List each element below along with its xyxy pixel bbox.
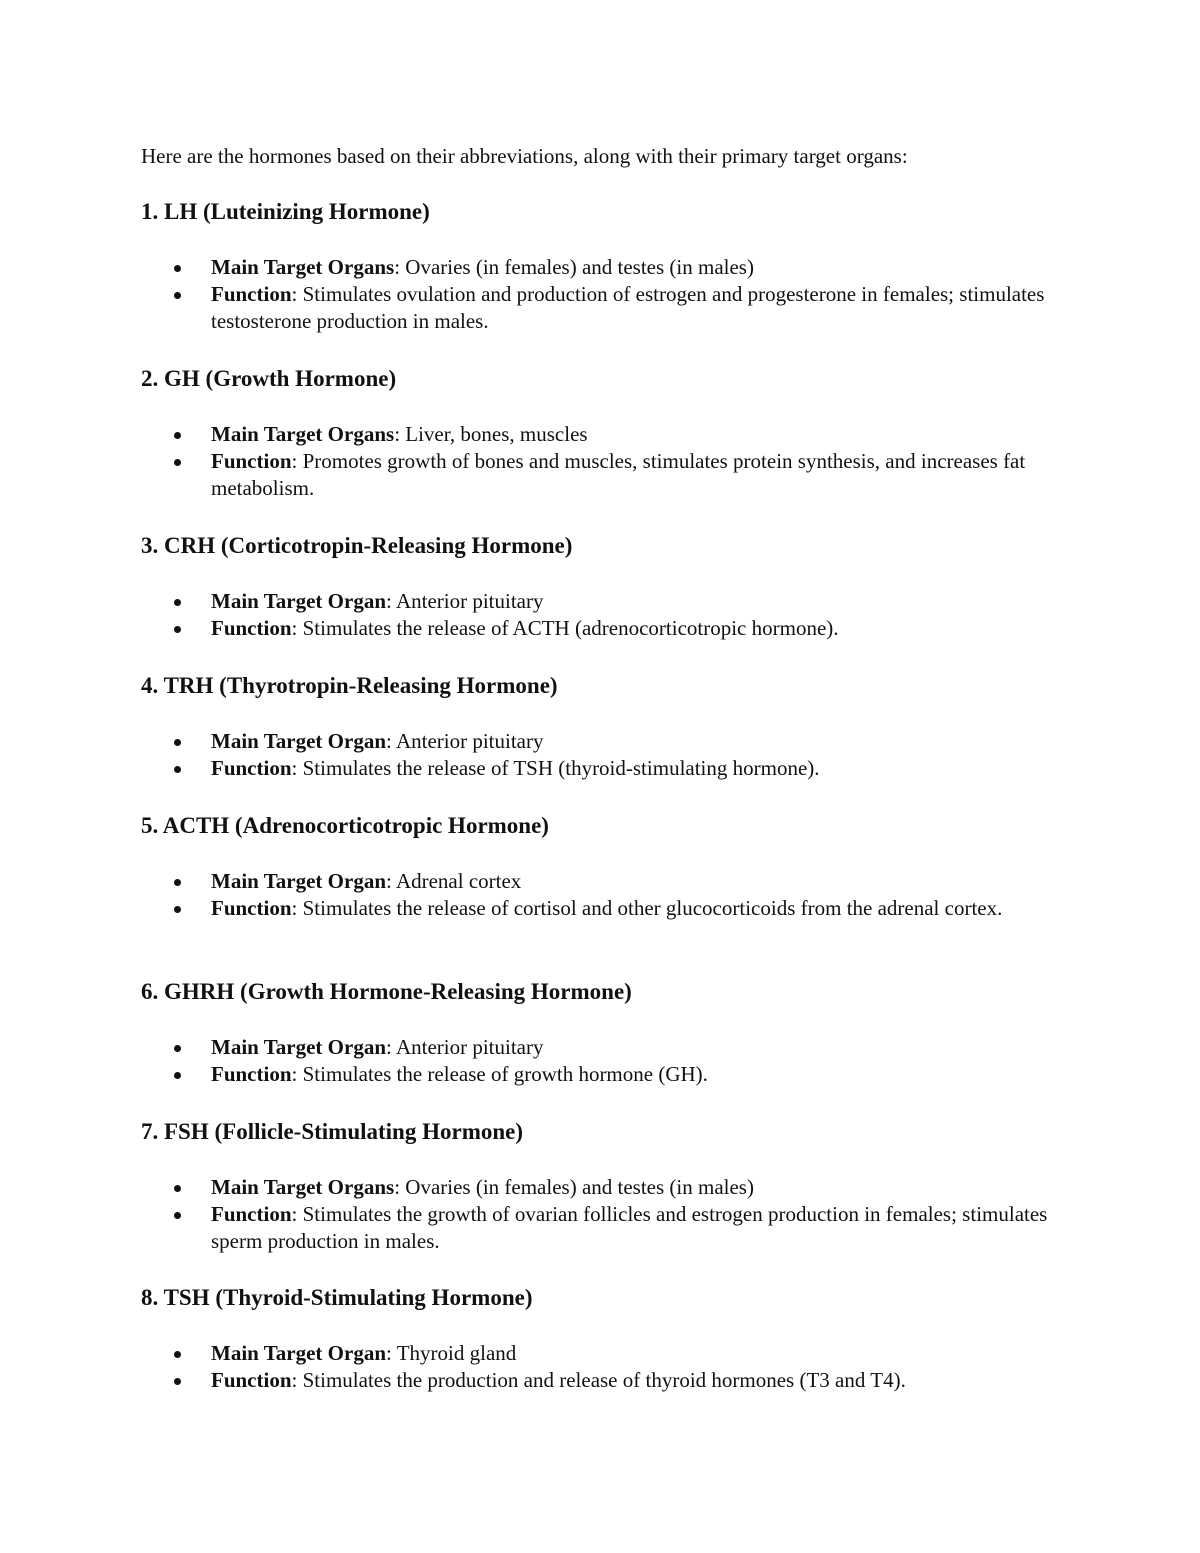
hormone-section: [141, 197, 1101, 333]
list-item: [141, 281, 1061, 335]
item-label: Function: [211, 1062, 292, 1086]
hormone-section: [141, 1117, 1101, 1253]
list-item: [141, 895, 1061, 922]
list-item: [141, 615, 1061, 642]
item-label: Main Target Organs: [211, 255, 395, 279]
item-label: Function: [211, 896, 292, 920]
bullet-icon: [174, 1212, 181, 1219]
intro-paragraph: Here are the hormones based on their abbreviations, along with their primary target organs:: [141, 144, 908, 168]
hormone-section: [141, 671, 1101, 780]
bullet-icon: [174, 432, 181, 439]
bullet-icon: [174, 906, 181, 913]
item-text: : Anterior pituitary: [386, 589, 544, 613]
item-label: Function: [211, 616, 292, 640]
list-item: [141, 1201, 1061, 1255]
item-text: : Adrenal cortex: [386, 869, 522, 893]
list-item: [141, 868, 1061, 895]
item-label: Function: [211, 282, 292, 306]
bullet-list: [141, 1340, 1061, 1394]
item-text: : Promotes growth of bones and muscles, stimulates protein synthesis, and increases fat metabolism.: [211, 449, 1026, 500]
bullet-list: [141, 588, 1061, 642]
item-label: Main Target Organs: [211, 422, 395, 446]
item-text: : Stimulates ovulation and production of estrogen and progesterone in females; stimulates testosterone production in males.: [211, 282, 1045, 333]
item-text: : Stimulates the production and release of thyroid hormones (T3 and T4).: [291, 1368, 906, 1392]
item-label: Main Target Organ: [211, 729, 387, 753]
item-text: : Ovaries (in females) and testes (in males): [394, 1175, 754, 1199]
item-text: : Stimulates the release of growth hormone (GH).: [291, 1062, 708, 1086]
list-item: [141, 421, 1061, 448]
section-heading: 8. TSH (Thyroid-Stimulating Hormone): [141, 1285, 533, 1310]
item-text: : Stimulates the growth of ovarian follicles and estrogen production in females; stimulates sperm production in males.: [211, 1202, 1048, 1253]
list-item: [141, 448, 1061, 502]
bullet-list: [141, 1034, 1061, 1088]
list-item: [141, 254, 1061, 281]
list-item: [141, 1340, 1061, 1367]
bullet-icon: [174, 766, 181, 773]
item-text: : Ovaries (in females) and testes (in males): [394, 255, 754, 279]
section-heading: 3. CRH (Corticotropin-Releasing Hormone): [141, 533, 573, 558]
section-heading: 2. GH (Growth Hormone): [141, 366, 397, 391]
bullet-icon: [174, 1185, 181, 1192]
bullet-icon: [174, 1072, 181, 1079]
bullet-icon: [174, 739, 181, 746]
section-heading: 5. ACTH (Adrenocorticotropic Hormone): [141, 813, 549, 838]
bullet-icon: [174, 599, 181, 606]
item-label: Main Target Organs: [211, 1175, 395, 1199]
bullet-icon: [174, 1351, 181, 1358]
item-text: : Stimulates the release of ACTH (adrenocorticotropic hormone).: [291, 616, 839, 640]
section-heading: 1. LH (Luteinizing Hormone): [141, 199, 430, 224]
list-item: [141, 728, 1061, 755]
item-label: Function: [211, 449, 292, 473]
bullet-icon: [174, 626, 181, 633]
hormone-section: [141, 531, 1101, 640]
list-item: [141, 755, 1061, 782]
list-item: [141, 1061, 1061, 1088]
item-label: Function: [211, 1368, 292, 1392]
item-text: : Stimulates the release of TSH (thyroid-stimulating hormone).: [291, 756, 820, 780]
hormone-section: [141, 364, 1101, 500]
item-text: : Anterior pituitary: [386, 1035, 544, 1059]
list-item: [141, 1174, 1061, 1201]
bullet-icon: [174, 265, 181, 272]
item-label: Function: [211, 756, 292, 780]
list-item: [141, 1367, 1061, 1394]
list-item: [141, 588, 1061, 615]
item-text: : Stimulates the release of cortisol and other glucocorticoids from the adrenal cortex.: [291, 896, 1003, 920]
item-label: Function: [211, 1202, 292, 1226]
section-heading: 6. GHRH (Growth Hormone-Releasing Hormone): [141, 979, 632, 1004]
item-label: Main Target Organ: [211, 1035, 387, 1059]
item-text: : Liver, bones, muscles: [394, 422, 588, 446]
bullet-list: [141, 421, 1061, 502]
hormone-section: [141, 977, 1101, 1086]
item-text: : Thyroid gland: [386, 1341, 517, 1365]
hormone-section: [141, 1283, 1101, 1392]
item-label: Main Target Organ: [211, 869, 387, 893]
bullet-icon: [174, 459, 181, 466]
section-heading: 7. FSH (Follicle-Stimulating Hormone): [141, 1119, 524, 1144]
bullet-list: [141, 254, 1061, 335]
hormone-section: [141, 811, 1101, 920]
bullet-list: [141, 728, 1061, 782]
section-heading: 4. TRH (Thyrotropin-Releasing Hormone): [141, 673, 558, 698]
bullet-list: [141, 1174, 1061, 1255]
bullet-icon: [174, 1045, 181, 1052]
bullet-icon: [174, 292, 181, 299]
bullet-list: [141, 868, 1061, 922]
bullet-icon: [174, 1378, 181, 1385]
bullet-icon: [174, 879, 181, 886]
list-item: [141, 1034, 1061, 1061]
item-label: Main Target Organ: [211, 1341, 387, 1365]
item-text: : Anterior pituitary: [386, 729, 544, 753]
item-label: Main Target Organ: [211, 589, 387, 613]
